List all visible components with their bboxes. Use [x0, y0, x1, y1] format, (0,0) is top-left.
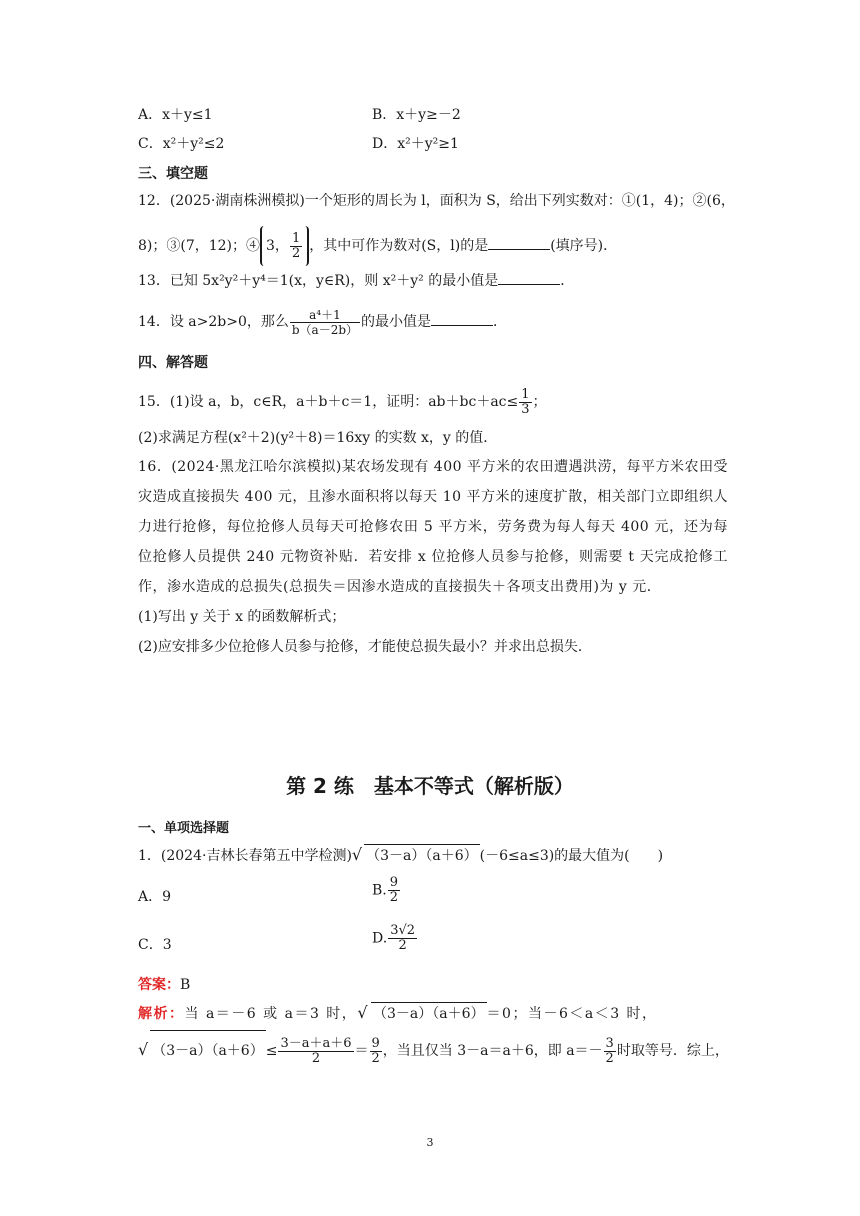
- q1-d-fraction: [388, 924, 417, 953]
- q15-part-2: (2)求满足方程(x²＋2)(y²＋8)＝16xy 的实数 x，y 的值．: [138, 430, 498, 446]
- sqrt-icon: √: [351, 845, 363, 864]
- analysis-frac-1-den: 2: [311, 1050, 321, 1066]
- q16-part-1: (1)写出 y 关于 x 的函数解析式；: [138, 609, 346, 625]
- q12-pair-left: 3，: [266, 238, 289, 254]
- analysis-l2-c: 时取等号．综上，: [616, 1043, 729, 1059]
- analysis-line-2: [138, 1030, 729, 1071]
- answer-line: [138, 974, 190, 994]
- section-heading-fill: 三、填空题: [138, 166, 208, 182]
- analysis-label: 解析：: [138, 1006, 185, 1022]
- section-heading-solve: 四、解答题: [138, 355, 208, 371]
- analysis-frac-3: [604, 1037, 616, 1066]
- q1-b-num: 9: [389, 875, 399, 890]
- analysis-frac-2-num: 9: [371, 1035, 380, 1051]
- q13-answer-blank: [498, 272, 560, 285]
- analysis-l2-a: ≤: [265, 1043, 278, 1059]
- analysis-l2-eq: ＝: [354, 1043, 369, 1059]
- q1-option-d: [372, 924, 418, 953]
- q11-option-a: A．x＋y≤1: [138, 107, 213, 123]
- q11-option-b: B．x＋y≥－2: [372, 107, 461, 123]
- analysis-l2-b: ，当且仅当 3－a＝a＋6，即 a＝－: [382, 1043, 603, 1059]
- analysis-frac-1: [278, 1037, 353, 1066]
- q13-end: ．: [560, 273, 575, 289]
- analysis-frac-3-den: 2: [605, 1050, 614, 1066]
- q15-den: 3: [521, 401, 530, 417]
- q14-answer-blank: [431, 313, 493, 326]
- q16-body: 16．(2024·黑龙江哈尔滨模拟)某农场发现有 400 平方米的农田遭遇洪涝，每平方米农田受灾造成直接损失 400 元，且渗水面积将以每天 10 平方米的速度扩散，相关部门立即组织人力进行抢修，每位抢修人员每天可抢修农田 5 平方米，劳务费为每人每天 400 元，还为每位抢修人员提供 240 元物资补贴．若安排 x 位抢修人员参与抢修，则需要 t 天完成抢修工作，渗水造成的总损失(总损失＝因渗水造成的直接损失＋各项支出费用)为 y 元．: [138, 459, 728, 595]
- analysis-frac-1-num: 3－a＋a＋6: [280, 1035, 352, 1051]
- q1-d-den: 2: [398, 938, 407, 953]
- q15-fraction: [519, 388, 531, 417]
- q12-pair-bracket: [260, 226, 309, 266]
- analysis-l1-b: ＝0；当－6＜a＜3 时，: [486, 1006, 658, 1022]
- q1-option-a: A．9: [138, 889, 172, 905]
- analysis-frac-3-num: 3: [605, 1035, 614, 1051]
- q12-text-b: ，其中可作为数对(S，l)的是: [309, 238, 489, 254]
- page-title: 第 2 练 基本不等式（解析版）: [286, 774, 574, 798]
- q15-p1-end: ；: [532, 394, 547, 410]
- q1-post: (－6≤a≤3)的最大值为( ): [479, 848, 664, 864]
- q1-radicand: （3－a）（a＋6）: [364, 844, 480, 867]
- q1-pre: 1．(2024·吉林长春第五中学检测): [138, 848, 352, 864]
- answer-label: 答案：: [138, 977, 180, 993]
- q12-text-a: 8)；③(7，12)；④: [138, 238, 261, 254]
- q1-b-fraction: [388, 876, 400, 905]
- q12-pair-num: 1: [291, 230, 301, 246]
- q1-b-den: 2: [389, 890, 399, 905]
- q11-option-d: D．x²＋y²≥1: [372, 136, 459, 152]
- analysis-line-1: [138, 1002, 658, 1025]
- q1-b-label: B.: [372, 882, 387, 899]
- q12-line-1: 12．(2025·湖南株洲模拟)一个矩形的周长为 l，面积为 S，给出下列实数对：①(1，4)；②(6，: [138, 193, 735, 209]
- q14-fraction: [290, 308, 360, 337]
- q15-part-1: [138, 384, 547, 420]
- analysis-frac-2: [370, 1037, 382, 1066]
- section-heading-single: 一、单项选择题: [138, 821, 230, 836]
- q15-num: 1: [521, 386, 530, 402]
- q14-num: a⁴＋1: [290, 308, 360, 323]
- q1-stem: [138, 844, 663, 867]
- q1-option-b: [372, 876, 401, 905]
- q1-d-num: 3√2: [390, 923, 416, 938]
- analysis-l1-a: 当 a＝－6 或 a＝3 时，: [184, 1006, 358, 1022]
- q13-text: 13．已知 5x²y²＋y⁴＝1(x，y∈R)，则 x²＋y² 的最小值是: [138, 273, 499, 289]
- sqrt-icon: √: [138, 1040, 149, 1059]
- q13-line: [138, 270, 574, 292]
- sqrt-icon: √: [357, 1003, 370, 1022]
- q11-option-c: C．x²＋y²≤2: [138, 136, 225, 152]
- q14-den: b（a－2b）: [291, 322, 359, 337]
- q14-end: ．: [493, 314, 508, 330]
- q12-pair-den: 2: [291, 245, 301, 261]
- q12-text-c: (填序号)．: [550, 238, 618, 254]
- analysis-l1-radicand: （3－a）（a＋6）: [371, 1002, 487, 1025]
- q12-pair-fraction: [290, 232, 302, 261]
- q1-option-c: C．3: [138, 937, 172, 953]
- q12-answer-blank: [488, 237, 550, 250]
- analysis-frac-2-den: 2: [371, 1050, 380, 1066]
- q16-part-2: (2)应安排多少位抢修人员参与抢修，才能使总损失最小？并求出总损失．: [138, 639, 592, 655]
- page-number: 3: [426, 1136, 434, 1149]
- q14-pre: 14．设 a>2b>0，那么: [138, 314, 289, 330]
- q12-line-2: [138, 226, 617, 266]
- answer-value: B: [180, 977, 191, 993]
- q14-post: 的最小值是: [361, 314, 432, 330]
- q15-p1-pre: 15．(1)设 a，b，c∈R，a＋b＋c＝1，证明：ab＋bc＋ac≤: [138, 394, 519, 410]
- q1-d-label: D.: [372, 930, 388, 947]
- q14-line: [138, 302, 507, 342]
- analysis-l2-radicand: （3－a）（a＋6）: [150, 1030, 266, 1071]
